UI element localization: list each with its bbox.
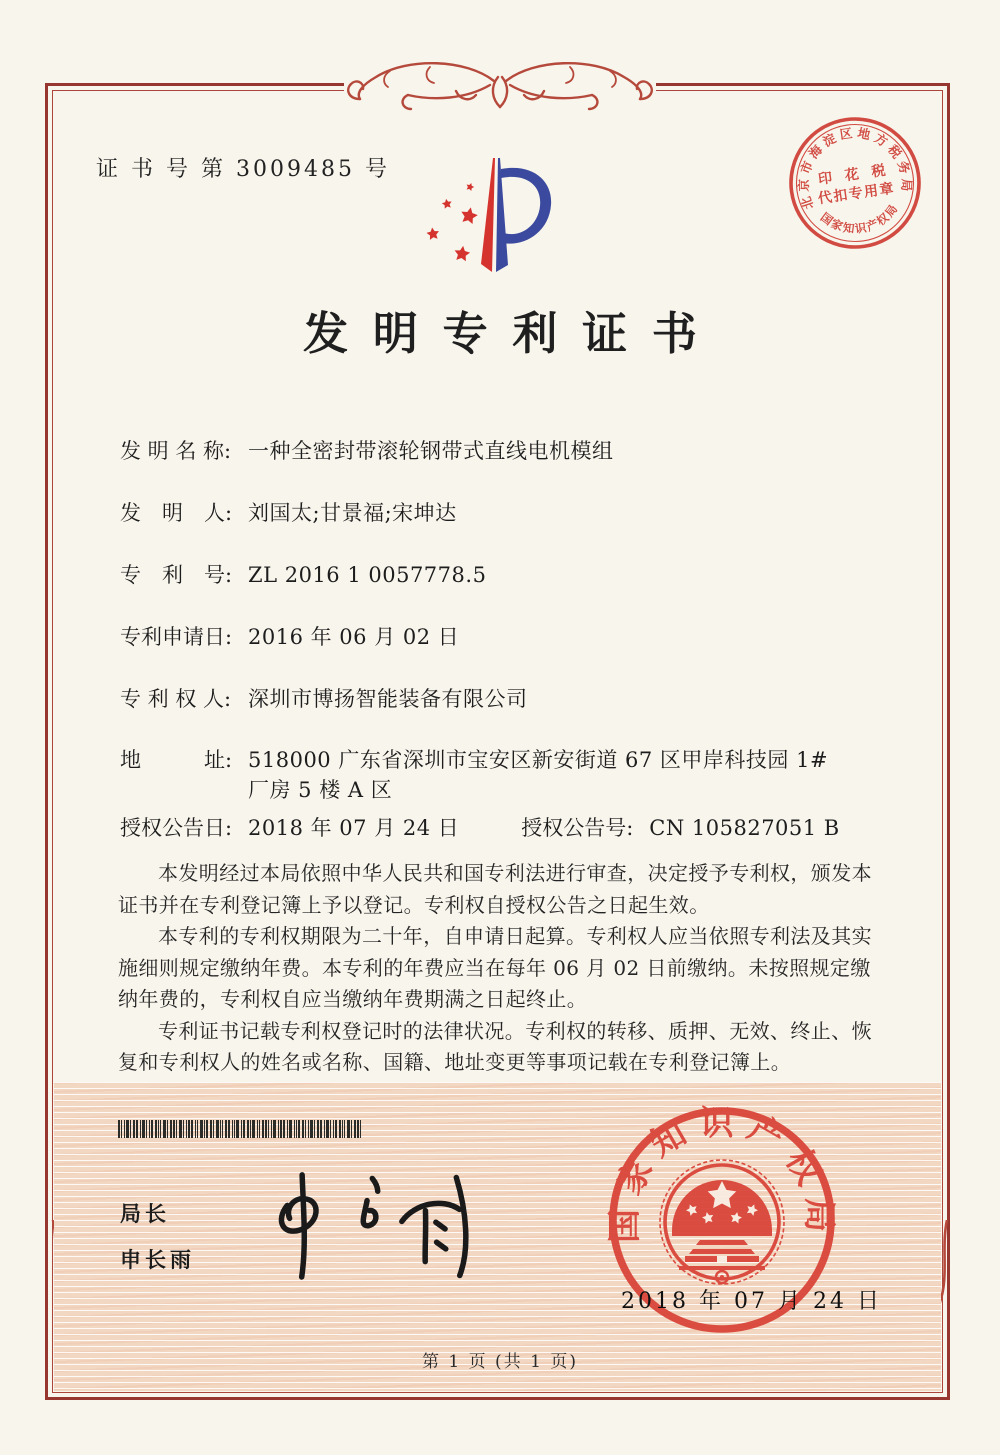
barcode-bar xyxy=(330,1120,331,1138)
stamp-arc-bottom-text: 国家知识产权局 xyxy=(817,200,902,236)
barcode-bar xyxy=(305,1120,306,1138)
director-name: 申长雨 xyxy=(120,1249,195,1272)
barcode-bar xyxy=(228,1120,230,1138)
barcode-bar xyxy=(160,1120,161,1138)
barcode-bar xyxy=(265,1120,267,1138)
address-line-1: 518000 广东省深圳市宝安区新安街道 67 区甲岸科技园 1# xyxy=(248,748,829,772)
stamp-center-line1: 印 花 税 xyxy=(817,162,891,188)
barcode-bar xyxy=(155,1120,157,1138)
field-value: 深圳市博扬智能装备有限公司 xyxy=(248,687,528,711)
barcode-bar xyxy=(234,1120,235,1138)
barcode-bar xyxy=(142,1120,145,1138)
barcode-bar xyxy=(216,1120,219,1138)
field-row-address xyxy=(120,745,896,805)
barcode-bar xyxy=(302,1120,304,1138)
barcode-bar xyxy=(136,1120,138,1138)
certificate-title: 发明专利证书 xyxy=(303,307,722,360)
barcode-bar xyxy=(133,1120,135,1138)
field-row-inventor xyxy=(120,498,896,528)
barcode-bar xyxy=(250,1120,251,1138)
barcode-bar xyxy=(268,1120,269,1138)
barcode-bar xyxy=(118,1120,120,1138)
barcode-bar xyxy=(163,1120,166,1138)
field-label: 地 址: xyxy=(120,748,239,772)
barcode-bar xyxy=(149,1120,150,1138)
barcode-bar xyxy=(326,1120,329,1138)
address-line-2: 厂房 5 楼 A 区 xyxy=(248,778,393,802)
grant-date-stamp: 2018 年 07 月 24 日 xyxy=(621,1289,882,1314)
grant-number-pair xyxy=(521,813,839,843)
barcode-bar xyxy=(317,1120,319,1138)
field-value: ZL 2016 1 0057778.5 xyxy=(248,563,487,587)
legal-paragraph-1: 本发明经过本局依照中华人民共和国专利法进行审查，决定授予专利权，颁发本证书并在专利登记簿上予以登记。专利权自授权公告之日起生效。 xyxy=(118,861,872,917)
barcode-bar xyxy=(360,1120,361,1138)
barcode-bar xyxy=(278,1120,279,1138)
barcode-bar xyxy=(126,1120,129,1138)
barcode-bar xyxy=(140,1120,141,1138)
barcode-bar xyxy=(247,1120,249,1138)
barcode-bar xyxy=(173,1120,175,1138)
director-block xyxy=(120,1192,195,1284)
barcode-bar xyxy=(167,1120,168,1138)
barcode-bar xyxy=(220,1120,221,1138)
field-row-filing-date xyxy=(120,622,896,652)
barcode-bar xyxy=(121,1120,122,1138)
field-value: 刘国太;甘景福;宋坤达 xyxy=(248,501,457,525)
barcode-bar xyxy=(335,1120,337,1138)
barcode-bar xyxy=(146,1120,147,1138)
barcode-bar xyxy=(262,1120,264,1138)
swag-ornament-icon xyxy=(344,54,656,114)
stamp-center-line2: 代扣专用章 xyxy=(817,180,897,208)
barcode-bar xyxy=(186,1120,187,1138)
barcode-bar xyxy=(206,1120,208,1138)
barcode-bar xyxy=(280,1120,282,1138)
tax-stamp xyxy=(773,101,938,266)
barcode-bar xyxy=(287,1120,288,1138)
field-value: CN 105827051 B xyxy=(649,816,840,840)
barcode-bar xyxy=(298,1120,300,1138)
field-label: 发 明 名 称: xyxy=(120,439,238,463)
barcode-bar xyxy=(347,1120,350,1138)
barcode-bar xyxy=(222,1120,223,1138)
barcode-bar xyxy=(241,1120,242,1138)
seal-ring-text: 国家知识产权局 xyxy=(604,1103,840,1244)
barcode-bar xyxy=(195,1120,196,1138)
cnipa-logo-svg xyxy=(420,154,570,282)
barcode-bar xyxy=(124,1120,125,1138)
cnipa-logo-icon xyxy=(420,154,570,282)
national-emblem-icon xyxy=(660,1160,784,1284)
barcode-bar xyxy=(191,1120,193,1138)
barcode-bar xyxy=(339,1120,341,1138)
barcode-bar xyxy=(243,1120,245,1138)
legal-paragraph-3: 专利证书记载专利权登记时的法律状况。专利权的转移、质押、无效、终止、恢复和专利权人的姓名或名称、国籍、地址变更等事项记载在专利登记簿上。 xyxy=(118,1018,872,1074)
field-row-patentee xyxy=(120,684,896,714)
field-label: 授权公告号: xyxy=(521,816,641,840)
grant-date-pair xyxy=(120,813,459,843)
barcode-bar xyxy=(259,1120,260,1138)
barcode-bar xyxy=(200,1120,203,1138)
certificate-number: 证 书 号 第 3009485 号 xyxy=(96,157,390,182)
barcode-bar xyxy=(320,1120,322,1138)
barcode-bar xyxy=(197,1120,198,1138)
barcode-bar xyxy=(188,1120,190,1138)
field-list xyxy=(120,436,896,843)
page-number-footer: 第 1 页 (共 1 页) xyxy=(422,1352,578,1372)
barcode-bar xyxy=(252,1120,255,1138)
barcode-bar xyxy=(310,1120,313,1138)
field-label: 专利申请日: xyxy=(120,625,239,649)
field-row-patent-number xyxy=(120,560,896,590)
field-label: 专 利 权 人: xyxy=(120,687,238,711)
barcode-bar xyxy=(213,1120,214,1138)
barcode-bar xyxy=(257,1120,258,1138)
barcode-bar xyxy=(314,1120,315,1138)
field-row-invention-name xyxy=(120,436,896,466)
barcode-bar xyxy=(342,1120,343,1138)
barcode-bar xyxy=(130,1120,131,1138)
barcode-bar xyxy=(204,1120,205,1138)
barcode xyxy=(118,1120,363,1138)
field-value: 一种全密封带滚轮钢带式直线电机模组 xyxy=(248,439,614,463)
director-title: 局长 xyxy=(120,1203,170,1226)
barcode-bar xyxy=(294,1120,295,1138)
barcode-bar xyxy=(324,1120,325,1138)
stamp-arc-top-text: 北京市海淀区地方税务局 xyxy=(796,124,915,212)
barcode-bar xyxy=(344,1120,345,1138)
director-signature xyxy=(260,1154,513,1301)
barcode-bar xyxy=(236,1120,239,1138)
barcode-bar xyxy=(183,1120,184,1138)
barcode-bar xyxy=(273,1120,276,1138)
barcode-bar xyxy=(308,1120,309,1138)
barcode-bar xyxy=(176,1120,177,1138)
barcode-bar xyxy=(283,1120,285,1138)
barcode-bar xyxy=(354,1120,356,1138)
barcode-bar xyxy=(151,1120,153,1138)
barcode-bar xyxy=(357,1120,359,1138)
barcode-bar xyxy=(179,1120,182,1138)
field-label: 授权公告日: xyxy=(120,816,239,840)
top-swag-ornament xyxy=(344,54,656,114)
field-row-grant xyxy=(120,813,896,843)
barcode-bar xyxy=(289,1120,292,1138)
barcode-bar xyxy=(351,1120,352,1138)
field-label: 专 利 号: xyxy=(120,563,239,587)
field-value xyxy=(248,745,828,805)
barcode-bar xyxy=(225,1120,227,1138)
barcode-bar xyxy=(296,1120,297,1138)
barcode-bar xyxy=(170,1120,172,1138)
field-label: 发 明 人: xyxy=(120,501,239,525)
legal-paragraph-2: 本专利的专利权期限为二十年，自申请日起算。专利权人应当依照专利法及其实施细则规定缴纳年费。本专利的年费应当在每年 06 月 02 日前缴纳。未按照规定缴纳年费的，专利权自应当缴纳年费期满之日起终止。 xyxy=(118,924,872,1011)
barcode-bar xyxy=(333,1120,334,1138)
field-value: 2016 年 06 月 02 日 xyxy=(248,625,460,649)
barcode-bar xyxy=(158,1120,159,1138)
signature-icon xyxy=(260,1154,513,1301)
field-value: 2018 年 07 月 24 日 xyxy=(248,816,460,840)
tax-stamp-svg xyxy=(773,101,938,266)
barcode-bar xyxy=(271,1120,272,1138)
barcode-bar xyxy=(232,1120,233,1138)
barcode-bar xyxy=(210,1120,212,1138)
legal-text-block xyxy=(118,858,890,1079)
